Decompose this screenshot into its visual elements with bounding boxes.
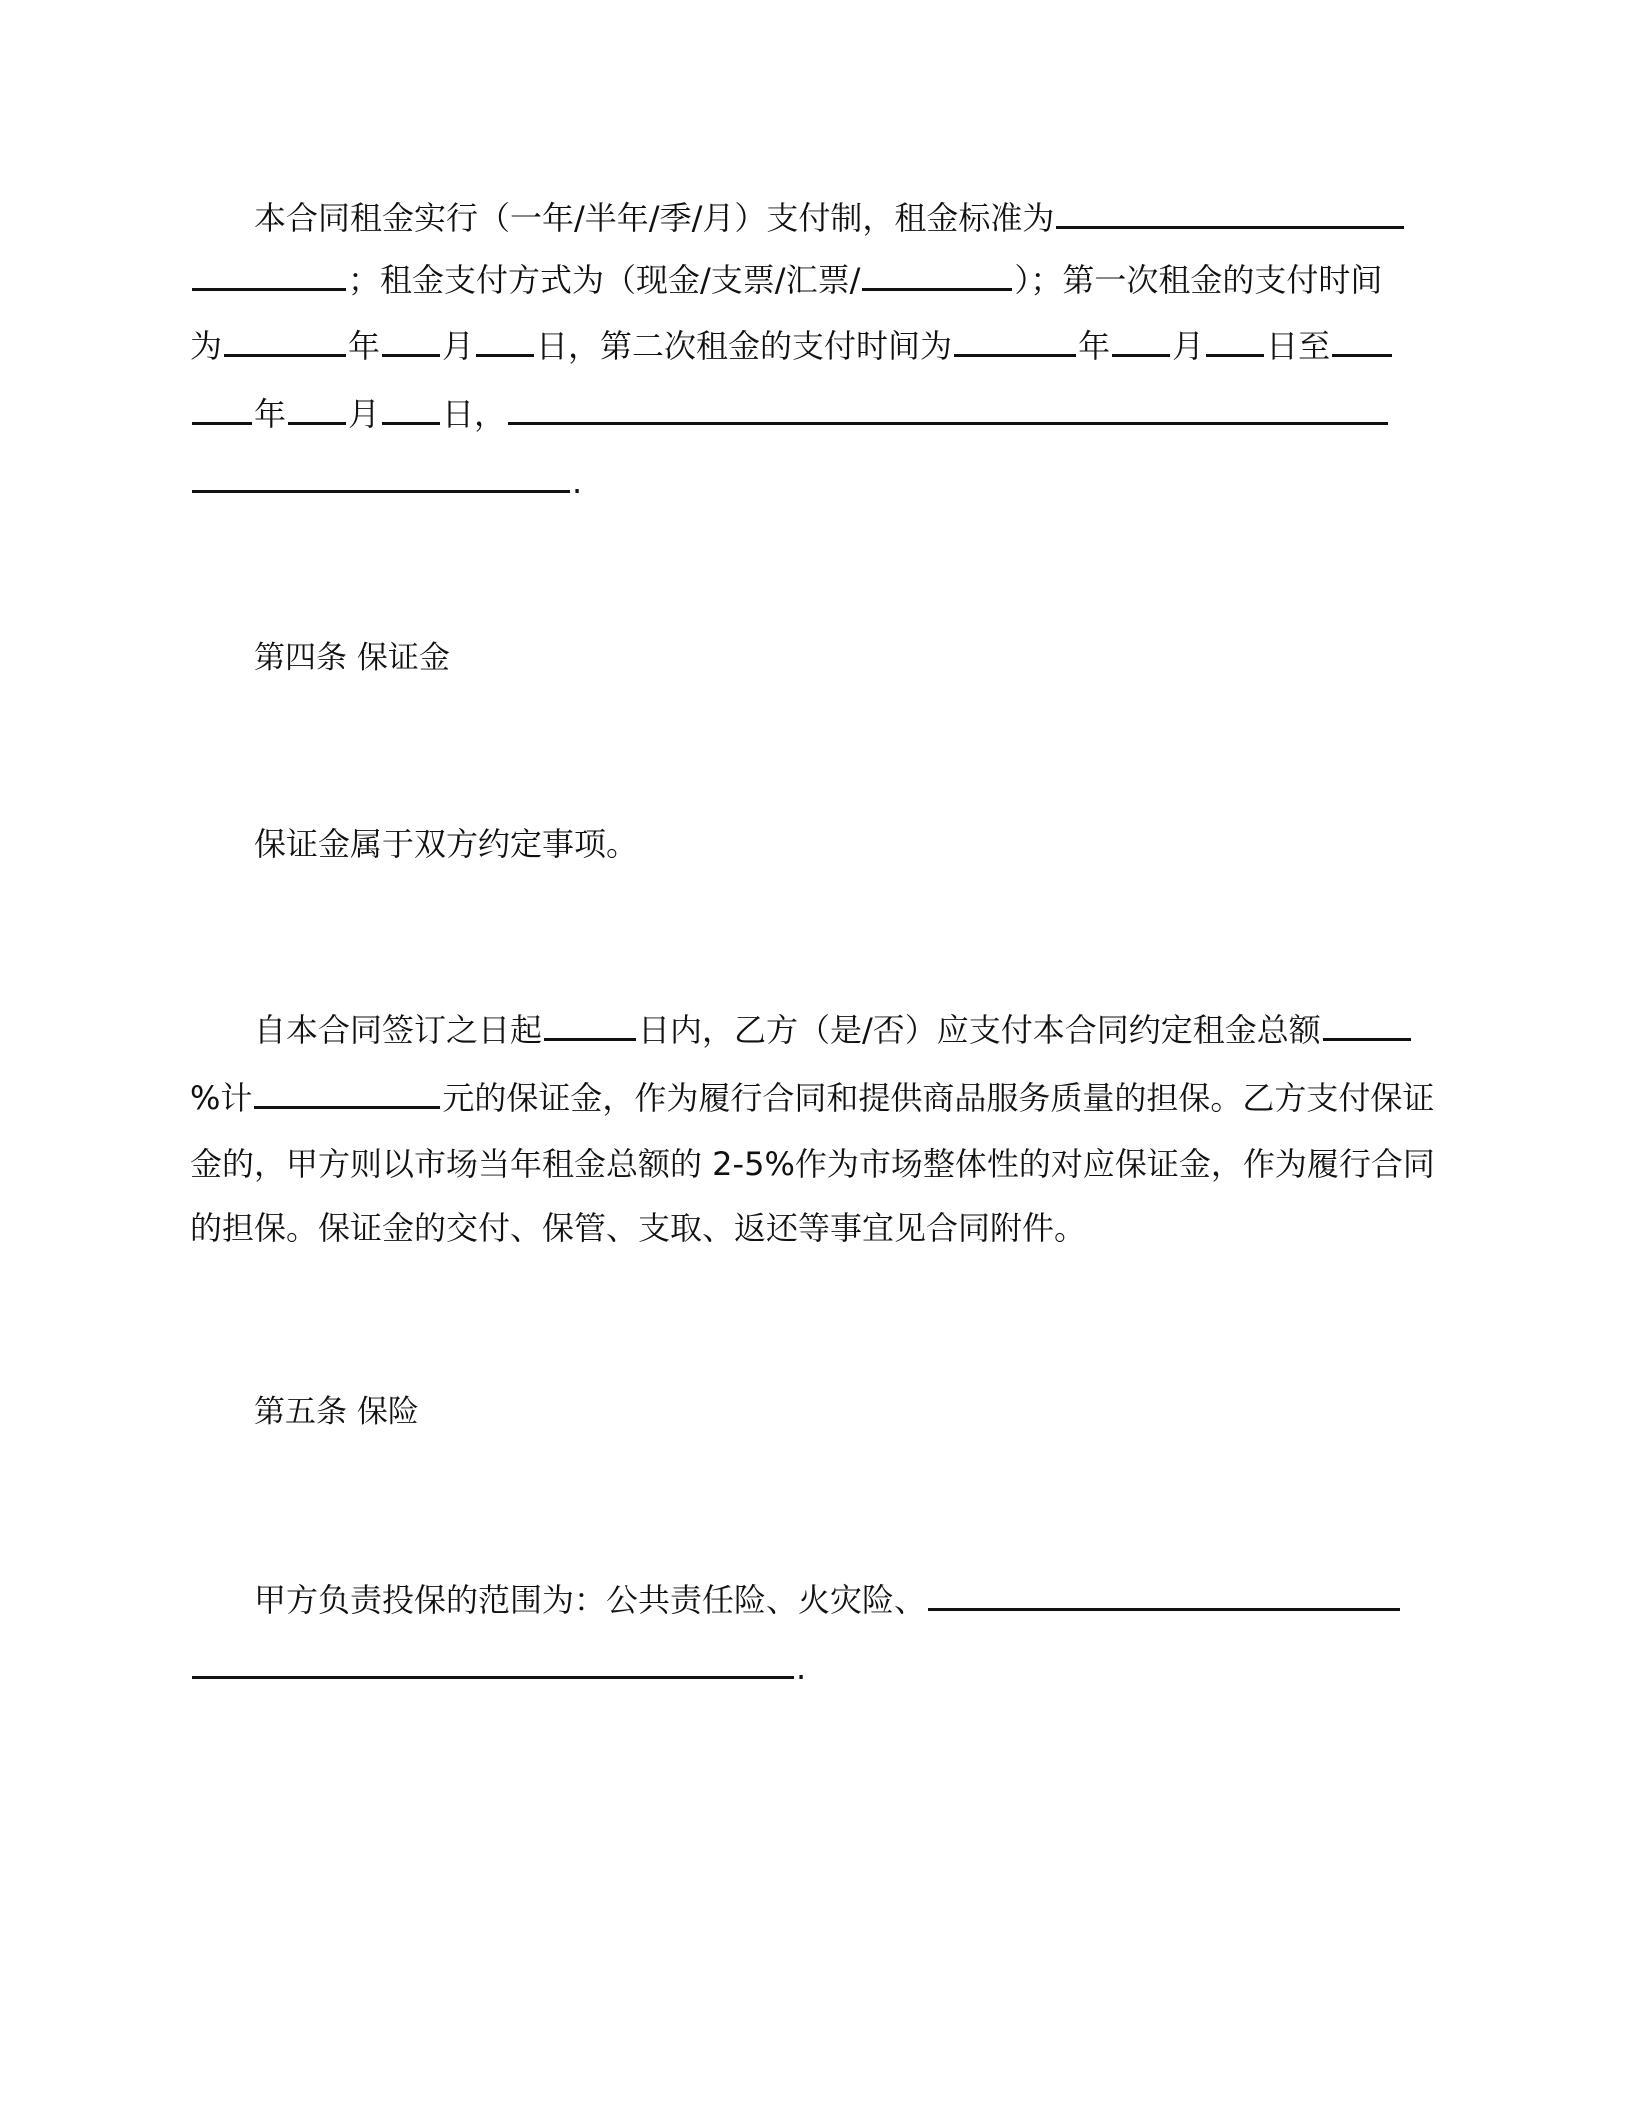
rent-standard-blank — [1056, 198, 1404, 229]
rent-line-4 — [190, 394, 1390, 434]
deposit-text-c: 元的保证金，作为履行合同和提供商品服务质量的担保。乙方支付保证 — [442, 1079, 1435, 1117]
end-day-blank — [382, 394, 440, 425]
deposit-text-d: 金的，甲方则以市场当年租金总额的 2-5%作为市场整体性的对应保证金，作为履行合同 — [190, 1145, 1435, 1183]
first-payment-day-blank — [476, 326, 534, 357]
article-4-heading: 第四条 保证金 — [254, 640, 450, 676]
rent-line-2-text-b: ）；第一次租金的支付时间 — [1014, 261, 1383, 299]
article-5-heading: 第五条 保险 — [254, 1394, 419, 1430]
insurance-line-1 — [254, 1580, 1402, 1620]
rent-line-3 — [190, 326, 1394, 366]
deposit-para-2-line-1 — [254, 1010, 1413, 1050]
deposit-para-2-line-3 — [190, 1144, 1435, 1184]
first-payment-year-blank — [224, 326, 346, 357]
deposit-para-1-text: 保证金属于双方约定事项。 — [254, 825, 639, 863]
first-payment-month-blank — [382, 326, 440, 357]
insurance-text: 甲方负责投保的范围为：公共责任险、火灾险、 — [254, 1581, 927, 1619]
end-month-blank — [288, 394, 346, 425]
year-label: 年 — [1078, 327, 1111, 365]
year-label: 年 — [254, 395, 287, 433]
rent-line-3-text-a: 为 — [190, 327, 223, 365]
deposit-amount-blank — [254, 1078, 440, 1109]
rent-line-3-text-d: 日，第二次租金的支付时间为 — [536, 327, 953, 365]
month-label: 月 — [1172, 327, 1205, 365]
deposit-para-1 — [254, 824, 638, 864]
rent-line-2 — [190, 260, 1382, 300]
insurance-scope-blank — [928, 1580, 1400, 1611]
rent-other-blank — [508, 394, 1388, 425]
second-payment-day-blank — [1206, 326, 1264, 357]
end-year-blank — [1332, 326, 1392, 357]
second-payment-year-blank — [954, 326, 1076, 357]
deposit-text-a: 自本合同签订之日起 — [254, 1011, 543, 1049]
deposit-para-2-line-4 — [190, 1208, 1086, 1248]
year-label: 年 — [348, 327, 381, 365]
second-payment-month-blank — [1112, 326, 1170, 357]
rent-line-1-text: 本合同租金实行（一年/半年/季/月）支付制，租金标准为 — [254, 199, 1055, 237]
rent-line-1 — [254, 198, 1406, 238]
rent-standard-blank-cont — [192, 260, 346, 291]
payment-method-blank — [862, 260, 1012, 291]
month-label: 月 — [442, 327, 475, 365]
insurance-line-2 — [190, 1648, 806, 1688]
deposit-text-b: 日内，乙方（是/否）应支付本合同约定租金总额 — [638, 1011, 1321, 1049]
rent-line-3-text-g: 日至 — [1266, 327, 1331, 365]
month-label: 月 — [348, 395, 381, 433]
percent-blank — [1323, 1010, 1411, 1041]
period: . — [572, 463, 583, 501]
deposit-para-2-line-2 — [190, 1078, 1434, 1118]
period: . — [796, 1649, 807, 1687]
rent-line-5 — [190, 462, 582, 502]
deposit-text-e: 的担保。保证金的交付、保管、支取、返还等事宜见合同附件。 — [190, 1209, 1087, 1247]
end-year-blank-cont — [192, 394, 252, 425]
days-blank — [544, 1010, 636, 1041]
rent-line-2-text-a: ；租金支付方式为（现金/支票/汇票/ — [348, 261, 861, 299]
percent-label: %计 — [190, 1079, 253, 1117]
insurance-scope-blank-cont — [192, 1648, 794, 1679]
day-label: 日， — [442, 395, 507, 433]
rent-other-blank-cont — [192, 462, 570, 493]
